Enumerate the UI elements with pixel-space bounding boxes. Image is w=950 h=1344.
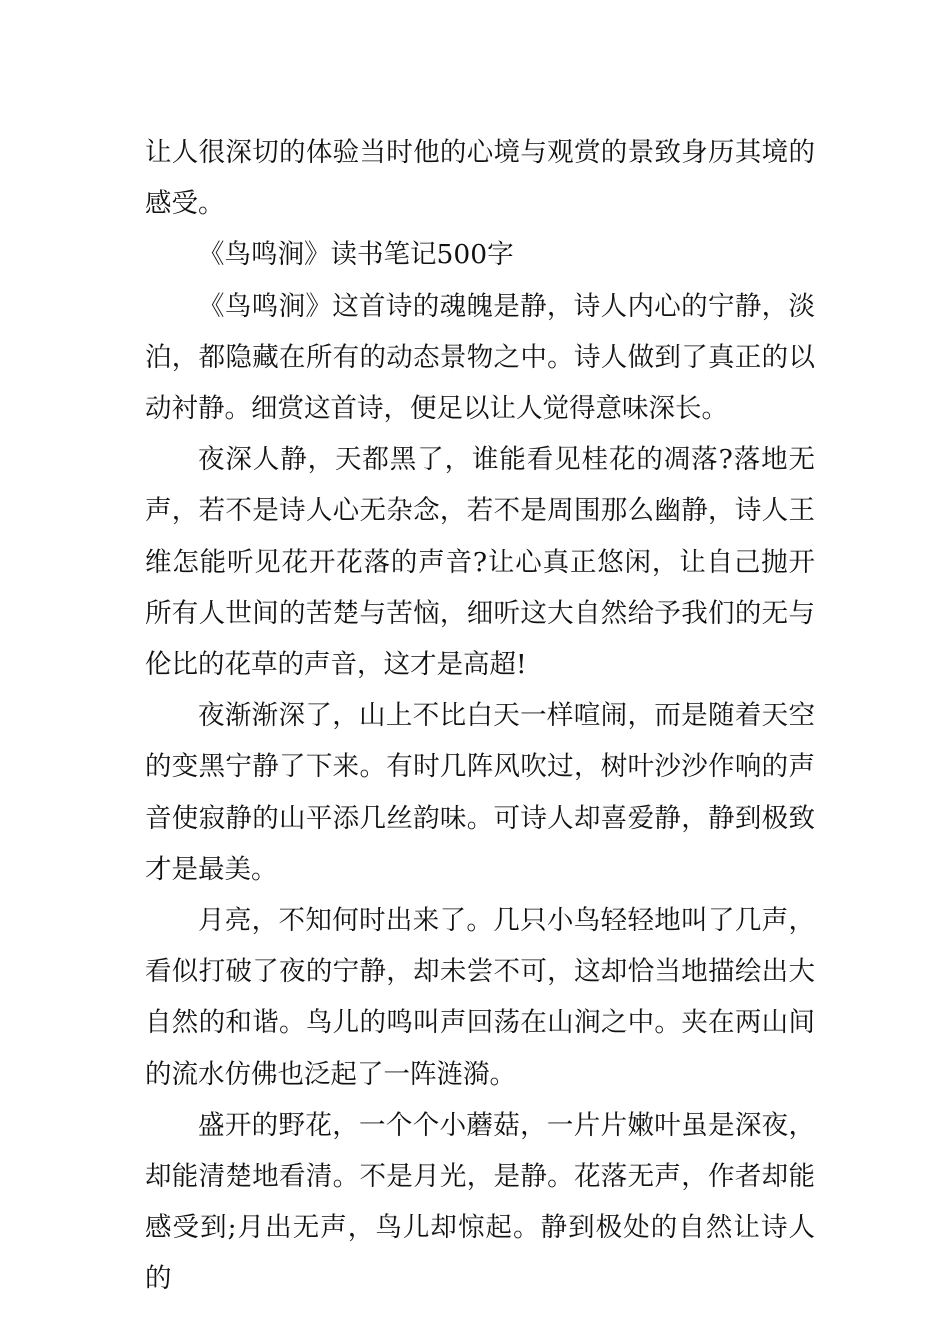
paragraph-continuation: 让人很深切的体验当时他的心境与观赏的景致身历其境的感受。 (145, 137, 815, 220)
paragraph: 夜渐渐深了，山上不比白天一样喧闹，而是随着天空的变黑宁静了下来。有时几阵风吹过，树叶沙沙作响的声音使寂静的山平添几丝韵味。可诗人却喜爱静，静到极致才是最美。 (145, 700, 815, 885)
document-body (145, 127, 815, 1305)
paragraph: 《鸟鸣涧》这首诗的魂魄是静，诗人内心的宁静，淡泊，都隐藏在所有的动态景物之中。诗人做到了真正的以动衬静。细赏这首诗，便足以让人觉得意味深长。 (145, 290, 815, 425)
section-heading: 《鸟鸣涧》读书笔记500字 (198, 239, 514, 271)
paragraph: 盛开的野花，一个个小蘑菇，一片片嫩叶虽是深夜，却能清楚地看清。不是月光，是静。花落无声，作者却能感受到;月出无声，鸟儿却惊起。静到极处的自然让诗人的 (145, 1109, 815, 1295)
paragraph: 月亮，不知何时出来了。几只小鸟轻轻地叫了几声，看似打破了夜的宁静，却未尝不可，这却恰当地描绘出大自然的和谐。鸟儿的鸣叫声回荡在山涧之中。夹在两山间的流水仿佛也泛起了一阵涟漪。 (145, 905, 815, 1090)
paragraph: 夜深人静，天都黑了，谁能看见桂花的凋落?落地无声，若不是诗人心无杂念，若不是周围那么幽静，诗人王维怎能听见花开花落的声音?让心真正悠闲，让自己抛开所有人世间的苦楚与苦恼，细听这大自然给予我们的无与伦比的花草的声音，这才是高超! (145, 444, 815, 681)
